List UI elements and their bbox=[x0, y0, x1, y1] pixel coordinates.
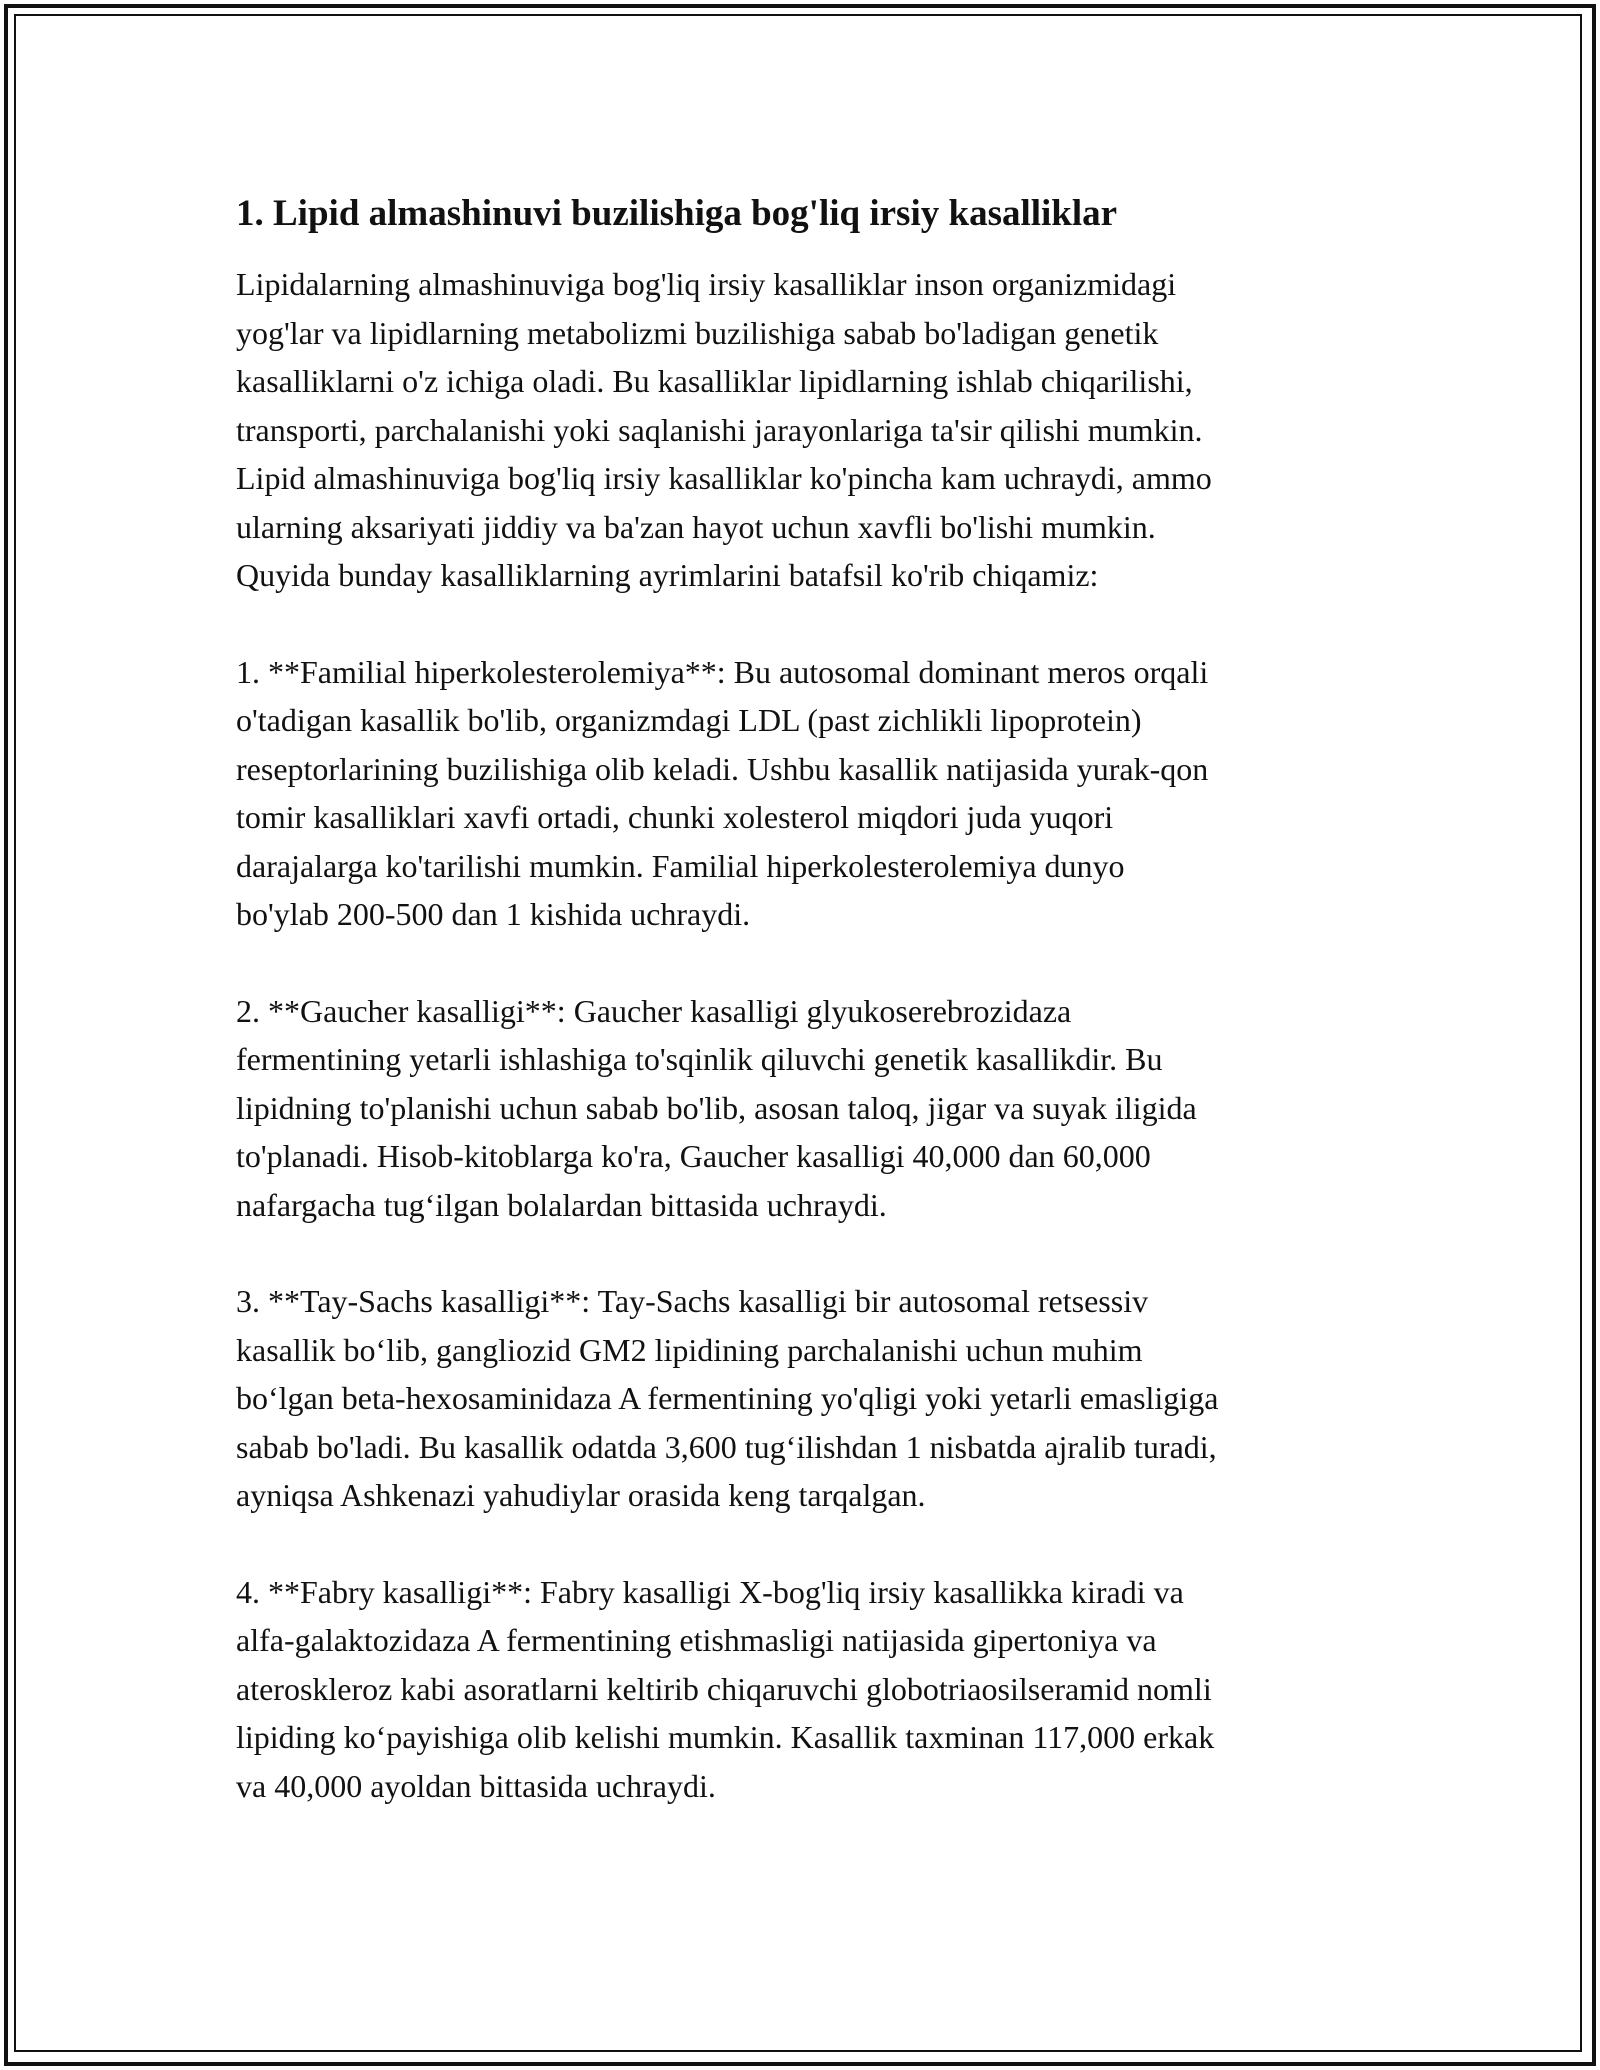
document-body bbox=[236, 186, 1386, 1858]
intro-paragraph: Lipidalarning almashinuviga bog'liq irsiy kasalliklar inson organizmidagi yog'lar va lipidlarning metabolizmi buzilishiga sabab bo'ladigan genetik kasalliklarni o'z ichiga oladi. Bu kasalliklar lipidlarning ishlab chiqarilishi, transporti, parchalanishi yoki saqlanishi jarayonlariga ta'sir qilishi mumkin. Lipid almashinuviga bog'liq irsiy kasalliklar ko'pincha kam uchraydi, ammo ularning aksariyati jiddiy va ba'zan hayot uchun xavfli bo'lishi mumkin. Quyida bunday kasalliklarning ayrimlarini batafsil ko'rib chiqamiz: bbox=[236, 266, 1212, 593]
fabry-paragraph: 4. **Fabry kasalligi**: Fabry kasalligi X-bog'liq irsiy kasallikka kiradi va alfa-galaktozidaza A fermentining etishmasligi natijasida gipertoniya va ateroskleroz kabi asoratlarni keltirib chiqaruvchi globotriaosilseramid nomli lipiding ko‘payishiga olib kelishi mumkin. Kasallik taxminan 117,000 erkak va 40,000 ayoldan bittasida uchraydi. bbox=[236, 1573, 1215, 1804]
section-heading: 1. Lipid almashinuvi buzilishiga bog'liq irsiy kasalliklar bbox=[236, 193, 1118, 234]
familial-hypercholesterolemia-paragraph: 1. **Familial hiperkolesterolemiya**: Bu autosomal dominant meros orqali o'tadigan kasallik bo'lib, organizmdagi LDL (past zichlikli lipoprotein) reseptorlarining buzilishiga olib keladi. Ushbu kasallik natijasida yurak-qon tomir kasalliklari xavfi ortadi, chunki xolesterol miqdori juda yuqori darajalarga ko'tarilishi mumkin. Familial hiperkolesterolemiya dunyo bo'ylab 200-500 dan 1 kishida uchraydi. bbox=[236, 653, 1209, 932]
gaucher-paragraph: 2. **Gaucher kasalligi**: Gaucher kasalligi glyukoserebrozidaza fermentining yetarli ishlashiga to'sqinlik qiluvchi genetik kasallikdir. Bu lipidning to'planishi uchun sabab bo'lib, asosan taloq, jigar va suyak iligida to'planadi. Hisob-kitoblarga ko'ra, Gaucher kasalligi 40,000 dan 60,000 nafargacha tug‘ilgan bolalardan bittasida uchraydi. bbox=[236, 992, 1197, 1223]
tay-sachs-paragraph: 3. **Tay-Sachs kasalligi**: Tay-Sachs kasalligi bir autosomal retsessiv kasallik bo‘lib, gangliozid GM2 lipidining parchalanishi uchun muhim bo‘lgan beta-hexosaminidaza A fermentining yo'qligi yoki yetarli emasligiga sabab bo'ladi. Bu kasallik odatda 3,600 tug‘ilishdan 1 nisbatda ajralib turadi, ayniqsa Ashkenazi yahudiylar orasida keng tarqalgan. bbox=[236, 1283, 1219, 1513]
